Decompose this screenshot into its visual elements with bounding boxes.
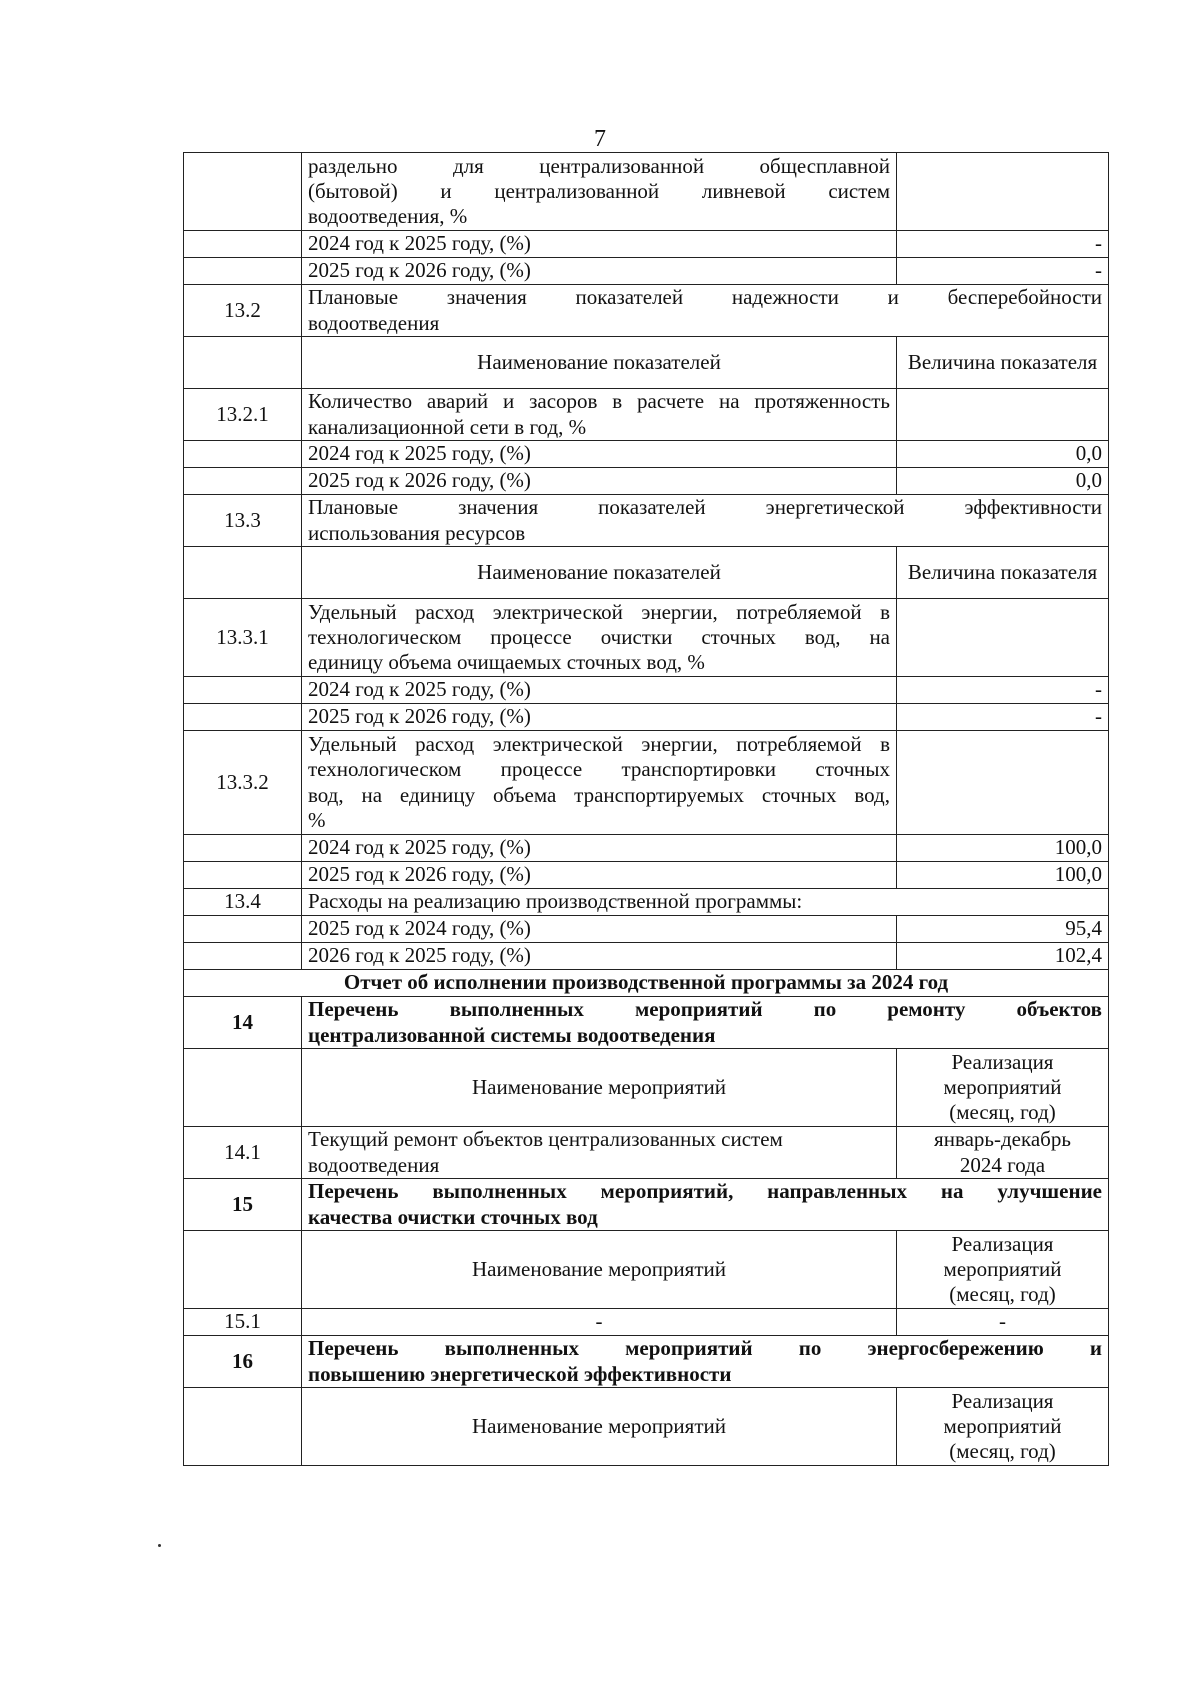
table-row [184, 1309, 1109, 1336]
column-header-value: Реализация мероприятий (месяц, год) [897, 1231, 1109, 1309]
item-number: 15.1 [184, 1309, 302, 1336]
table-row [184, 258, 1109, 285]
table-header-row [184, 547, 1109, 599]
period-label: 2024 год к 2025 году, (%) [302, 441, 897, 468]
indicator-value: 95,4 [897, 916, 1109, 943]
indicator-name-cell: Количество аварий и засоров в расчете на протяженность канализационной сети в год, % [302, 389, 897, 441]
period-label: 2024 год к 2025 году, (%) [302, 835, 897, 862]
section-number: 13.2 [184, 285, 302, 337]
section-title: Плановые значения показателей энергетической эффективности использования ресурсов [302, 495, 1109, 547]
section-title: Расходы на реализацию производственной программы: [302, 889, 1109, 916]
page-number: 7 [594, 126, 606, 152]
section-title: Плановые значения показателей надежности и бесперебойности водоотведения [302, 285, 1109, 337]
table-header-row [184, 337, 1109, 389]
indicator-value: - [897, 704, 1109, 731]
period-label: 2024 год к 2025 году, (%) [302, 677, 897, 704]
table-header-row [184, 1231, 1109, 1309]
table-row [184, 677, 1109, 704]
indicators-table [183, 152, 1109, 1466]
period-label: 2025 год к 2024 году, (%) [302, 916, 897, 943]
activity-name-cell: - [302, 1309, 897, 1336]
item-number: 13.2.1 [184, 389, 302, 441]
table-row [184, 997, 1109, 1049]
indicator-name-cell: раздельно для централизованной общесплавной (бытовой) и централизованной ливневой систем водоотведения, % [302, 153, 897, 231]
section-number: 14 [184, 997, 302, 1049]
table-row [184, 916, 1109, 943]
column-header-value: Величина показателя [897, 547, 1109, 599]
indicator-value: 0,0 [897, 441, 1109, 468]
period-label: 2025 год к 2026 году, (%) [302, 862, 897, 889]
section-title: Перечень выполненных мероприятий, направленных на улучшение качества очистки сточных вод [302, 1179, 1109, 1231]
indicator-value: 100,0 [897, 835, 1109, 862]
item-number: 14.1 [184, 1127, 302, 1179]
table-row [184, 862, 1109, 889]
section-number: 15 [184, 1179, 302, 1231]
table-row [184, 835, 1109, 862]
table-row [184, 1336, 1109, 1388]
table-row [184, 970, 1109, 997]
period-label: 2025 год к 2026 году, (%) [302, 258, 897, 285]
section-title: Перечень выполненных мероприятий по ремонту объектов централизованной системы водоотведения [302, 997, 1109, 1049]
table-row [184, 441, 1109, 468]
item-number: 13.3.2 [184, 731, 302, 835]
column-header-value: Реализация мероприятий (месяц, год) [897, 1388, 1109, 1466]
section-number: 16 [184, 1336, 302, 1388]
indicator-value: 102,4 [897, 943, 1109, 970]
period-label: 2024 год к 2025 году, (%) [302, 231, 897, 258]
report-title: Отчет об исполнении производственной программы за 2024 год [184, 970, 1109, 997]
column-header-name: Наименование мероприятий [302, 1388, 897, 1466]
table-row [184, 389, 1109, 441]
activity-period-cell: январь-декабрь 2024 года [897, 1127, 1109, 1179]
indicator-value: - [897, 677, 1109, 704]
indicator-value: - [897, 258, 1109, 285]
row-number-cell [184, 153, 302, 231]
column-header-value: Реализация мероприятий (месяц, год) [897, 1049, 1109, 1127]
indicator-name-cell: Удельный расход электрической энергии, потребляемой в технологическом процессе очистки сточных вод, на единицу объема очищаемых сточных вод, % [302, 599, 897, 677]
indicator-value: - [897, 231, 1109, 258]
table-row [184, 153, 1109, 231]
section-title: Перечень выполненных мероприятий по энергосбережению и повышению энергетической эффективности [302, 1336, 1109, 1388]
column-header-name: Наименование мероприятий [302, 1049, 897, 1127]
table-row [184, 704, 1109, 731]
column-header-name: Наименование показателей [302, 337, 897, 389]
item-number: 13.3.1 [184, 599, 302, 677]
activity-period-cell: - [897, 1309, 1109, 1336]
table-row [184, 731, 1109, 835]
table-row [184, 231, 1109, 258]
column-header-name: Наименование мероприятий [302, 1231, 897, 1309]
table-row [184, 889, 1109, 916]
indicator-value: 100,0 [897, 862, 1109, 889]
indicator-name-cell: Удельный расход электрической энергии, потребляемой в технологическом процессе транспортировки сточных вод, на единицу объема транспортируемых сточных вод, % [302, 731, 897, 835]
section-number: 13.3 [184, 495, 302, 547]
table-row [184, 468, 1109, 495]
period-label: 2025 год к 2026 году, (%) [302, 704, 897, 731]
table-row [184, 599, 1109, 677]
column-header-value: Величина показателя [897, 337, 1109, 389]
table-row [184, 285, 1109, 337]
table-header-row [184, 1388, 1109, 1466]
section-number: 13.4 [184, 889, 302, 916]
table-row [184, 1127, 1109, 1179]
scan-speck [158, 1544, 161, 1547]
period-label: 2026 год к 2025 году, (%) [302, 943, 897, 970]
table-row [184, 943, 1109, 970]
table-row [184, 495, 1109, 547]
table-row [184, 1179, 1109, 1231]
period-label: 2025 год к 2026 году, (%) [302, 468, 897, 495]
indicator-value: 0,0 [897, 468, 1109, 495]
column-header-name: Наименование показателей [302, 547, 897, 599]
table-header-row [184, 1049, 1109, 1127]
indicator-value-cell [897, 153, 1109, 231]
activity-name-cell: Текущий ремонт объектов централизованных систем водоотведения [302, 1127, 897, 1179]
